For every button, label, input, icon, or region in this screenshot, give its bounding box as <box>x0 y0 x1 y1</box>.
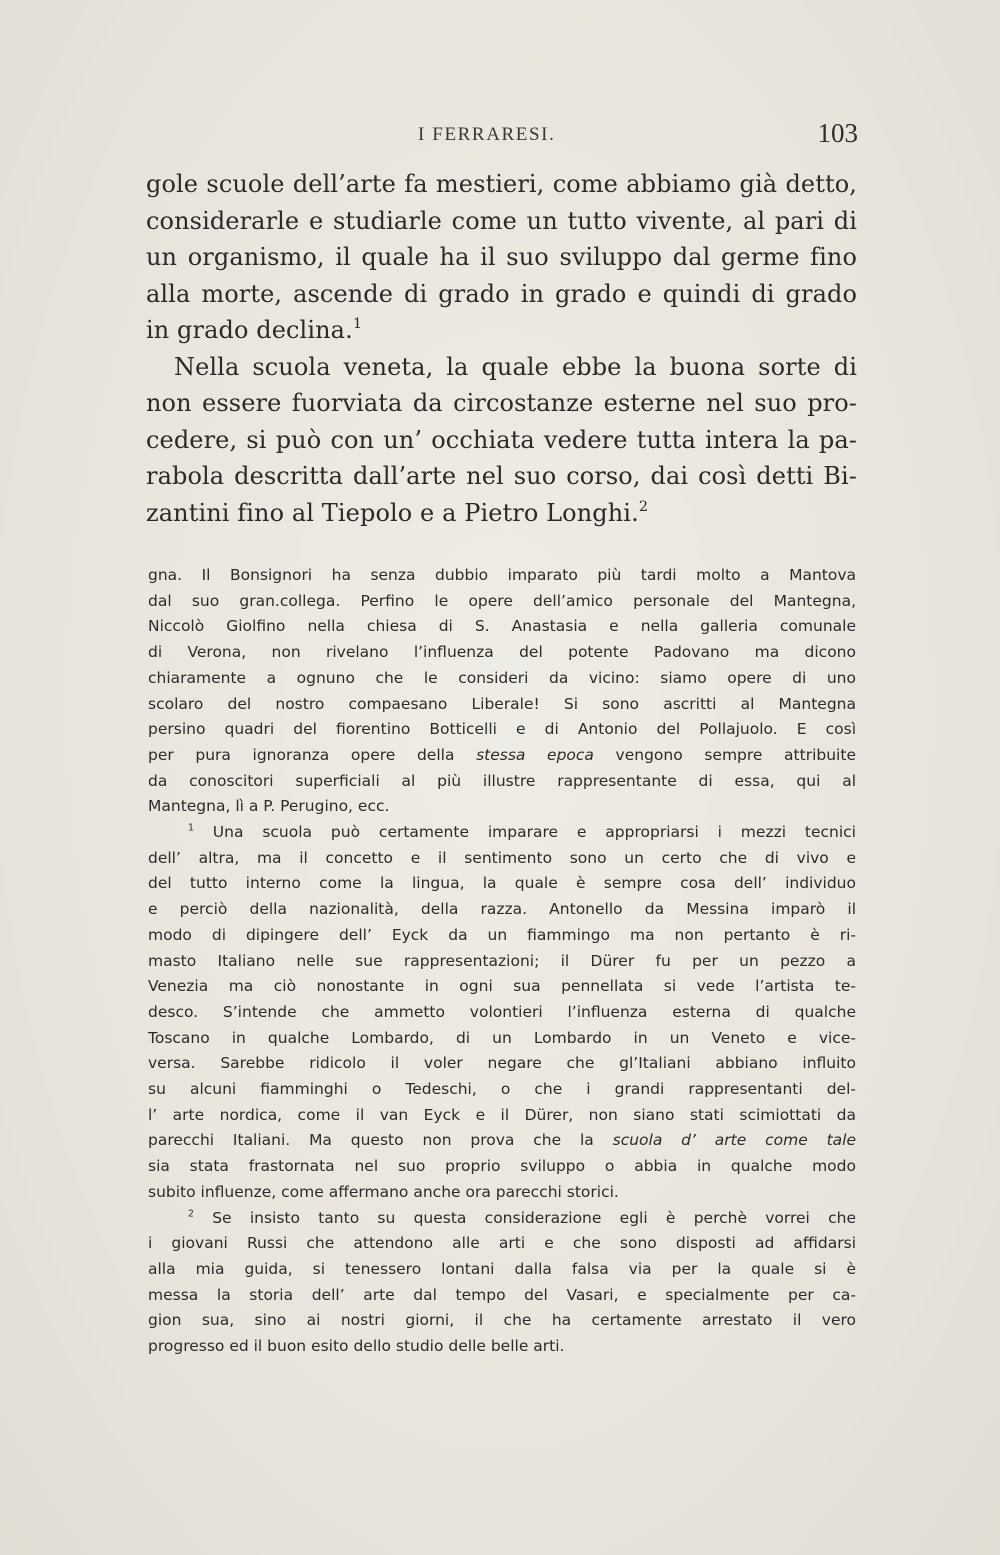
footnote-1-line: Toscano in qualche Lombardo, di un Lombardo in un Veneto e vice- <box>148 1028 856 1047</box>
footnote-line: da conoscitori superficiali al più illustre rappresentante di essa, qui al <box>148 771 856 790</box>
footnote-line: chiaramente a ognuno che le consideri da vicino: siamo opere di uno <box>148 668 856 687</box>
footnote-line: dal suo gran.collega. Perfino le opere dell’amico personale del Mantegna, <box>148 591 856 610</box>
main-line <box>146 312 857 349</box>
footnote-1-line: modo di dipingere dell’ Eyck da un fiammingo ma non pertanto è ri- <box>148 925 856 944</box>
footnote-reference: 1 <box>352 315 363 332</box>
footnote-1-line: l’ arte nordica, come il van Eyck e il Dürer, non siano stati scimiottati da <box>148 1105 856 1124</box>
footnote-1-line: del tutto interno come la lingua, la quale è sempre cosa dell’ individuo <box>148 874 856 893</box>
footnote-1-line: masto Italiano nelle sue rappresentazioni; il Dürer fu per un pezzo a <box>148 951 856 970</box>
footnote-italic-text: scuola d’ arte come tale <box>612 1131 856 1150</box>
main-line: alla morte, ascende di grado in grado e quindi di grado <box>146 279 857 308</box>
footnote-2-line <box>148 1206 856 1232</box>
footnote-1-line: e perciò della nazionalità, della razza. Antonello da Messina imparò il <box>148 900 856 919</box>
footnote-1-line: su alcuni fiamminghi o Tedeschi, o che i grandi rappresentanti del- <box>148 1080 856 1099</box>
footnotes <box>148 563 856 1360</box>
footnote-1-marker: 1 <box>188 822 194 834</box>
footnote-italic-text: stessa epoca <box>476 745 594 764</box>
footnote-1-line <box>148 1128 856 1154</box>
footnote-2-line: messa la storia dell’ arte dal tempo del Vasari, e specialmente per ca- <box>148 1285 856 1304</box>
main-line: non essere fuorviata da circostanze esterne nel suo pro- <box>146 389 857 417</box>
main-line: rabola descritta dall’arte nel suo corso, dai così detti Bi- <box>146 462 857 490</box>
page-header <box>0 118 1000 158</box>
footnote-1-line: sia stata frastornata nel suo proprio sviluppo o abbia in qualche modo <box>148 1157 856 1176</box>
footnote-1-line: subito influenze, come affermano anche ora parecchi storici. <box>148 1182 619 1201</box>
main-line-text: zantini fino al Tiepolo e a Pietro Longhi. <box>146 498 639 527</box>
main-line: considerarle e studiarle come un tutto vivente, al pari di <box>146 206 857 235</box>
footnote-2-line: progresso ed il buon esito dello studio delle belle arti. <box>148 1337 565 1356</box>
footnote-line: scolaro del nostro compaesano Liberale! Si sono ascritti al Mantegna <box>148 694 856 713</box>
footnote-text: vengono sempre attribuite <box>615 745 856 764</box>
footnote-line <box>148 743 856 769</box>
footnote-text: per pura ignoranza opere della <box>148 745 455 764</box>
footnote-text: parecchi Italiani. Ma questo non prova che la <box>148 1131 594 1150</box>
running-head: I FERRARESI. <box>418 124 556 145</box>
footnote-line: persino quadri del fiorentino Botticelli e di Antonio del Pollajuolo. E così <box>148 720 856 739</box>
footnote-2-marker: 2 <box>188 1208 194 1220</box>
footnote-2-line: alla mia guida, si tenessero lontani dalla falsa via per la quale si è <box>148 1259 856 1278</box>
footnote-text: Una scuola può certamente imparare e appropriarsi i mezzi tecnici <box>212 823 856 842</box>
footnote-1-line: Venezia ma ciò nonostante in ogni sua pennellata si vede l’artista te- <box>148 977 856 996</box>
main-line: Nella scuola veneta, la quale ebbe la buona sorte di <box>174 352 857 381</box>
main-line <box>146 495 857 532</box>
footnote-line: Niccolò Giolfino nella chiesa di S. Anastasia e nella galleria comunale <box>148 617 856 636</box>
footnote-1-line: versa. Sarebbe ridicolo il voler negare che gl’Italiani abbiano influito <box>148 1054 856 1073</box>
footnote-2-line: gion sua, sino ai nostri giorni, il che ha certamente arrestato il vero <box>148 1311 856 1330</box>
main-line-text: in grado declina. <box>146 316 353 344</box>
footnote-line: di Verona, non rivelano l’influenza del potente Padovano ma dicono <box>148 643 856 662</box>
footnote-line: gna. Il Bonsignori ha senza dubbio imparato più tardi molto a Mantova <box>148 566 856 584</box>
footnote-reference: 2 <box>638 498 649 515</box>
main-line: gole scuole dell’arte fa mestieri, come abbiamo già detto, <box>146 170 857 198</box>
footnote-text: Se insisto tanto su questa considerazione egli è perchè vorrei che <box>212 1208 856 1227</box>
footnote-line: Mantegna, lì a P. Perugino, ecc. <box>148 797 390 816</box>
footnote-1-line <box>148 820 856 846</box>
page-number: 103 <box>817 118 858 148</box>
footnote-1-line: desco. S’intende che ammetto volontieri l’influenza esterna di qualche <box>148 1002 856 1021</box>
footnote-1-line: dell’ altra, ma il concetto e il sentimento sono un certo che di vivo e <box>148 848 856 867</box>
main-text <box>146 166 857 531</box>
main-line: un organismo, il quale ha il suo sviluppo dal germe fino <box>146 243 857 271</box>
main-line: cedere, si può con un’ occhiata vedere tutta intera la pa- <box>146 425 857 454</box>
footnote-2-line: i giovani Russi che attendono alle arti e che sono disposti ad affidarsi <box>148 1234 856 1253</box>
